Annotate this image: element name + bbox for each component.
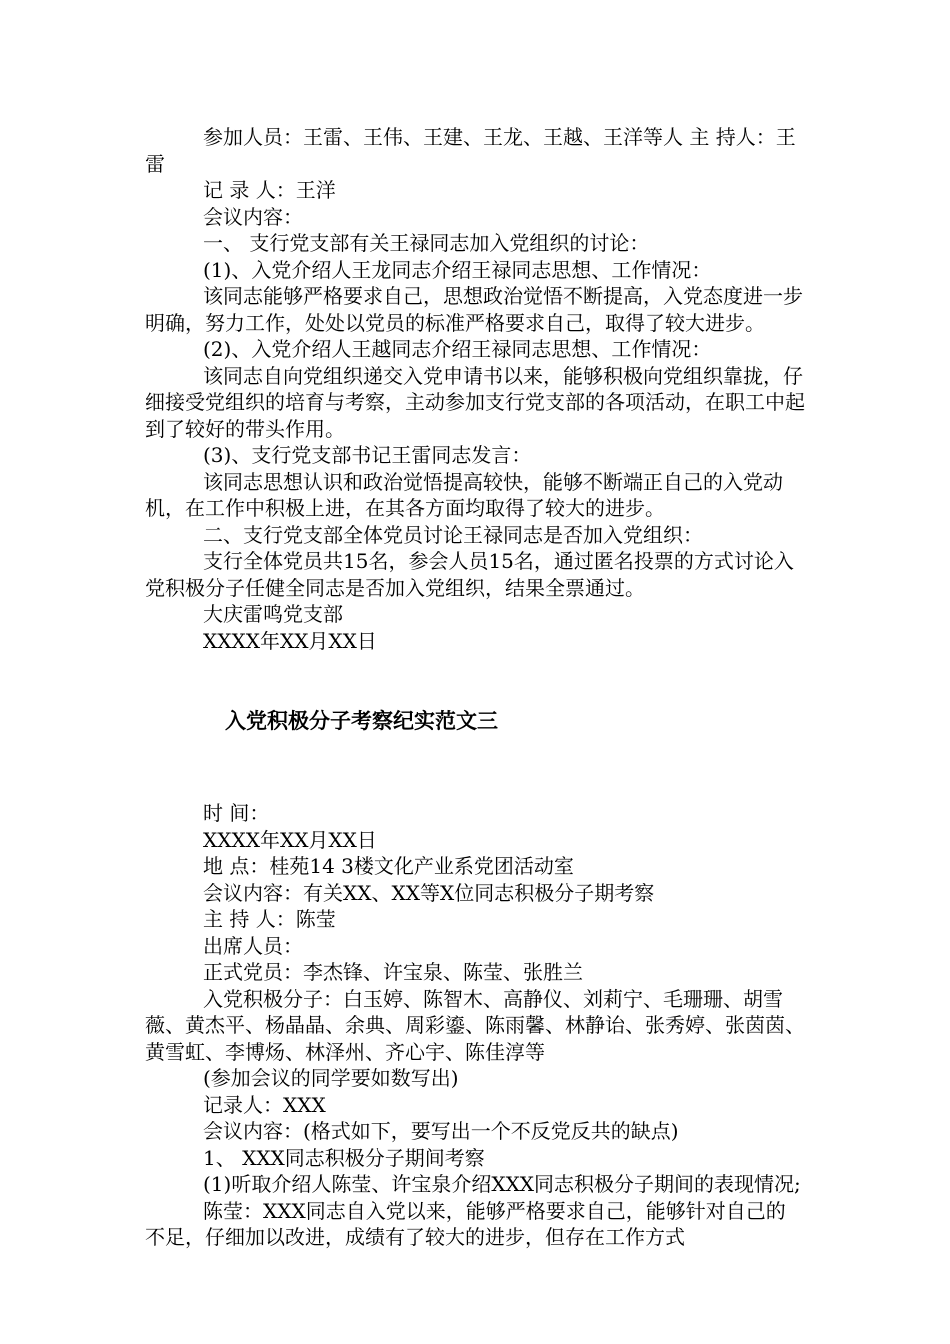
meeting-record-section (145, 124, 805, 654)
recorder-line: 记 录 人：王洋 (203, 178, 336, 202)
activists-line: 入党积极分子：白玉婷、陈智木、高静仪、刘莉宁、毛珊珊、胡雪薇、黄杰平、杨晶晶、余典、周彩鎏、陈雨馨、林静诒、张秀婷、张茵茵、黄雪虹、李博炀、林泽州、齐心宇、陈佳淳等 (145, 986, 805, 1064)
date-line: XXXX年XX月XX日 (203, 827, 377, 852)
recorder-line-2: 记录人：XXX (203, 1092, 326, 1117)
agenda-item-1: 一、 支行党支部有关王禄同志加入党组织的讨论： (203, 231, 650, 255)
inspection-record-section (145, 800, 805, 1251)
meeting-content-line: 会议内容：(格式如下，要写出一个不反党反共的缺点) (203, 1119, 679, 1143)
date-signature: XXXX年XX月XX日 (203, 628, 377, 653)
vote-result-text: 支行全体党员共15名，参会人员15名，通过匿名投票的方式讨论入党积极分子任健全同志是否加入党组织，结果全票通过。 (145, 549, 794, 600)
location-line: 地 点：桂苑14 3楼文化产业系党团活动室 (203, 854, 574, 878)
organization-signature: 大庆雷鸣党支部 (203, 602, 343, 626)
host-line: 主 持 人：陈莹 (203, 907, 336, 931)
attendees-heading: 出席人员： (203, 933, 303, 958)
inspection-item-1: 1、 XXX同志积极分子期间考察 (203, 1145, 485, 1170)
time-label: 时 间： (203, 801, 270, 825)
attendees-line: 参加人员：王雷、王伟、王建、王龙、王越、王洋等人 主 持人：王雷 (145, 125, 796, 176)
agenda-item-2: 二、支行党支部全体党员讨论王禄同志是否加入党组织： (203, 522, 703, 547)
introducer-2-heading: (2)、入党介绍人王越同志介绍王禄同志思想、工作情况： (203, 337, 712, 361)
spacer (145, 654, 805, 706)
full-members-line: 正式党员：李杰锋、许宝泉、陈莹、张胜兰 (203, 960, 583, 984)
introducer-1-heading: (1)、入党介绍人王龙同志介绍王禄同志思想、工作情况： (203, 257, 712, 282)
attendance-note: (参加会议的同学要如数写出) (203, 1066, 459, 1090)
meeting-content-heading: 会议内容： (203, 204, 303, 229)
secretary-text: 该同志思想认识和政治觉悟提高较快，能够不断端正自己的入党动机，在工作中积极上进，在其各方面均取得了较大的进步。 (145, 469, 783, 520)
content-line: 会议内容：有关XX、XX等X位同志积极分子期考察 (203, 880, 655, 905)
spacer (145, 736, 805, 800)
introducer-2-text: 该同志自向党组织递交入党申请书以来，能够积极向党组织靠拢，仔细接受党组织的培育与考察，主动参加支行党支部的各项活动，在职工中起到了较好的带头作用。 (145, 363, 805, 441)
section-title: 入党积极分子考察纪实范文三 (225, 708, 498, 733)
document-page (145, 124, 805, 1251)
chen-ying-statement: 陈莹：XXX同志自入党以来，能够严格要求自己，能够针对自己的不足，仔细加以改进，成绩有了较大的进步，但存在工作方式 (145, 1198, 786, 1249)
introducer-1-text: 该同志能够严格要求自己，思想政治觉悟不断提高，入党态度进一步明确，努力工作，处处以党员的标准严格要求自己，取得了较大进步。 (145, 284, 803, 335)
introducer-report-line: (1)听取介绍人陈莹、许宝泉介绍XXX同志积极分子期间的表现情况; (203, 1172, 801, 1196)
secretary-heading: (3)、支行党支部书记王雷同志发言： (203, 443, 532, 467)
